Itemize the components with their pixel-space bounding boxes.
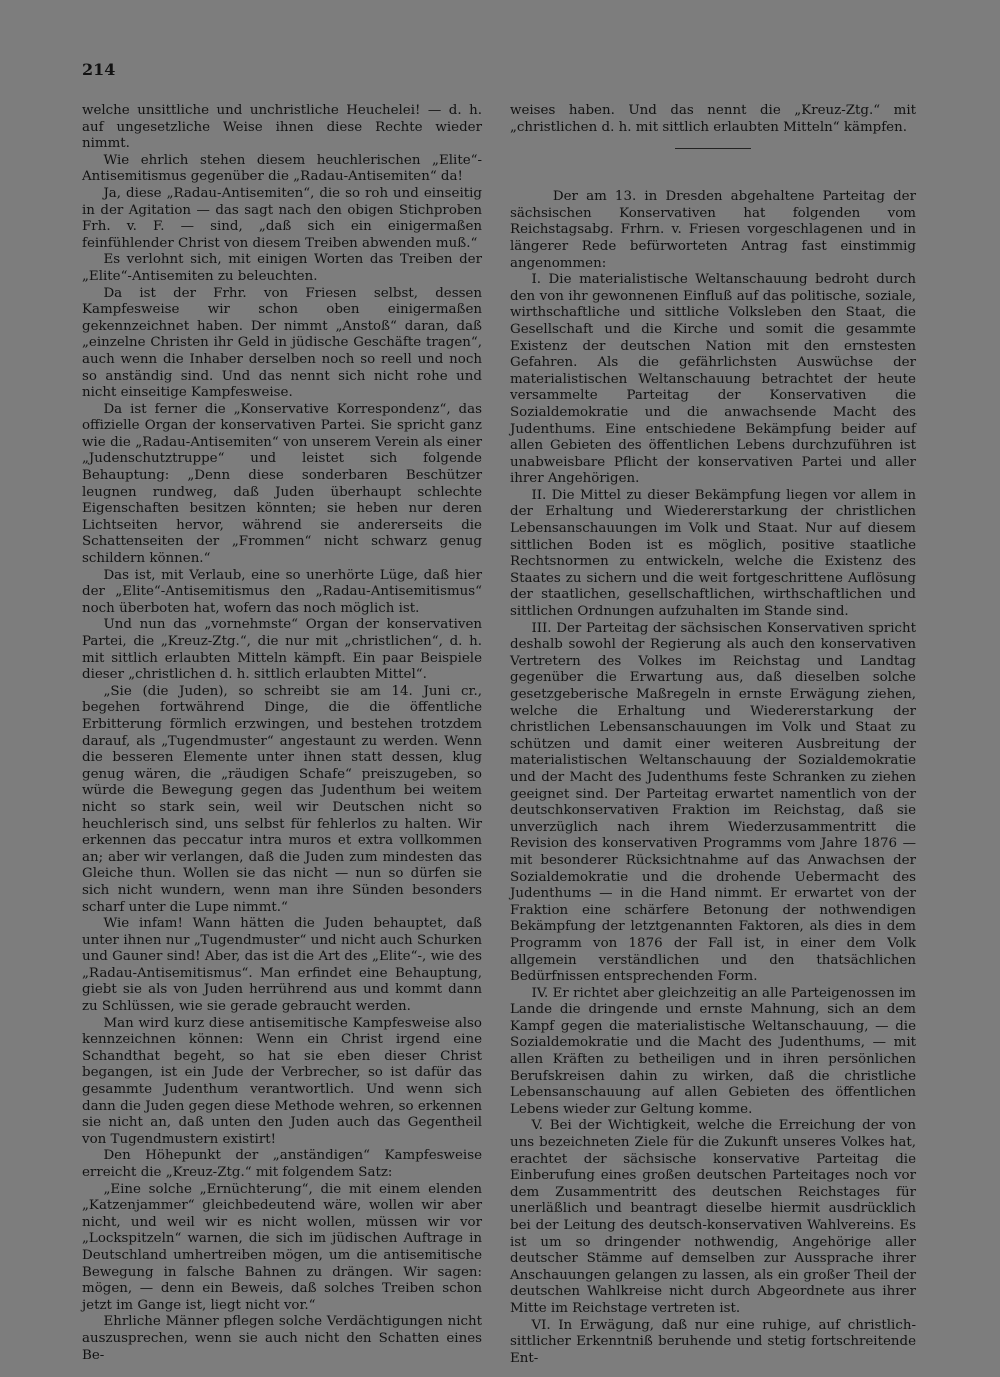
paragraph: VI. In Erwägung, daß nur eine ruhige, auf christlich-sittlicher Erkenntniß beruhende und stetig fortschreitende Ent- — [510, 1317, 916, 1366]
paragraph: Man wird kurz diese antisemitische Kampfesweise also kennzeichnen können: Wenn ein Christ irgend eine Schandthat begeht, so hat sie eben dieser Christ begangen, ist ein Jude der Verbrecher, so ist dafür das gesammte Judenthum verantwortlich. Und wenn sich dann die Juden gegen diese Methode wehren, so erkennen sie nicht an, daß unten den Juden auch das Gegentheil von Tugendmustern existirt! — [82, 1015, 482, 1147]
section-separator — [675, 148, 751, 149]
page-number: 214 — [82, 60, 116, 79]
paragraph: Und nun das „vornehmste“ Organ der konservativen Partei, die „Kreuz-Ztg.“, die nur mit „christlichen“, d. h. mit sittlich erlaubten Mitteln kämpft. Ein paar Beispiele dieser „christlichen d. h. sittlich erlaubten Mittel“. — [82, 617, 482, 683]
paragraph: Wie ehrlich stehen diesem heuchlerischen „Elite“-Antisemitismus gegenüber die „Radau-Antisemiten“ da! — [82, 152, 482, 185]
spacer — [510, 165, 916, 189]
paragraph: V. Bei der Wichtigkeit, welche die Erreichung der von uns bezeichneten Ziele für die Zukunft unseres Volkes hat, erachtet der sächsische konservative Parteitag die Einberufung eines großen deutschen Parteitages noch vor dem Zusammentritt des deutschen Reichstages für unerläßlich und beantragt dieselbe hiermit ausdrücklich bei der Leitung des deutsch-konservativen Wahlvereins. Es ist um so dringender nothwendig, Angehörige aller deutscher Stämme auf demselben zur Aussprache ihrer Anschauungen gelangen zu lassen, als ein großer Theil der deutschen Wahlkreise nicht durch Abgeordnete aus ihrer Mitte im Reichstage vertreten ist. — [510, 1118, 916, 1316]
paragraph: Ehrliche Männer pflegen solche Verdächtigungen nicht auszusprechen, wenn sie auch nicht den Schatten eines Be- — [82, 1314, 482, 1363]
paragraph: „Sie (die Juden), so schreibt sie am 14. Juni cr., begehen fortwährend Dinge, die die öffentliche Erbitterung förmlich erzwingen, und bestehen trotzdem darauf, als „Tugendmuster“ angestaunt zu werden. Wenn die besseren Elemente unter ihnen statt dessen, klug genug wären, die „räudigen Schafe“ preiszugeben, so würde die Bewegung gegen das Judenthum bei weitem nicht so stark sein, weil wir Deutschen nicht so heuchlerisch sind, uns selbst für fehlerlos zu halten. Wir erkennen das peccatur intra muros et extra vollkommen an; aber wir verlangen, daß die Juden zum mindesten das Gleiche thun. Wollen sie das nicht — nun so dürfen sie sich nicht wundern, wenn man ihre Sünden besonders scharf unter die Lupe nimmt.“ — [82, 683, 482, 915]
paragraph: II. Die Mittel zu dieser Bekämpfung liegen vor allem in der Erhaltung und Wiedererstarkung der christlichen Lebensanschauungen im Volk und Staat. Nur auf diesem sittlichen Boden ist es möglich, positive staatliche Rechtsnormen zu entwickeln, welche die Existenz des Staates zu sichern und die weit fortgeschrittene Auflösung der staatlichen, gesellschaftlichen, wirthschaftlichen und sittlichen Ordnungen aufzuhalten im Stande sind. — [510, 487, 916, 620]
paragraph: Der am 13. in Dresden abgehaltene Parteitag der sächsischen Konservativen hat folgenden vom Reichstagsabg. Frhrn. v. Friesen vorgeschlagenen und in längerer Rede befürworteten Antrag fast einstimmig angenommen: — [510, 189, 916, 271]
paragraph: I. Die materialistische Weltanschauung bedroht durch den von ihr gewonnenen Einfluß auf das politische, soziale, wirthschaftliche und sittliche Volksleben den Staat, die Gesellschaft und die Kirche und somit die gesammte Existenz der deutschen Nation mit den ernstesten Gefahren. Als die gefährlichsten Auswüchse der materialistischen Weltanschauung betrachtet der heute versammelte Parteitag der Konservativen die Sozialdemokratie und die anwachsende Macht des Judenthums. Eine entschiedene Bekämpfung beider auf allen Gebieten des öffentlichen Lebens durchzuführen ist unabweisbare Pflicht der konservativen Partei und aller ihrer Angehörigen. — [510, 272, 916, 487]
paragraph: weises haben. Und das nennt die „Kreuz-Ztg.“ mit „christlichen d. h. mit sittlich erlaubten Mitteln“ kämpfen. — [510, 103, 916, 135]
paragraph: Den Höhepunkt der „anständigen“ Kampfesweise erreicht die „Kreuz-Ztg.“ mit folgendem Satz: — [82, 1148, 482, 1180]
paragraph: Das ist, mit Verlaub, eine so unerhörte Lüge, daß hier der „Elite“-Antisemitismus den „Radau-Antisemitismus“ noch überboten hat, wofern das noch möglich ist. — [82, 567, 482, 616]
paragraph: Da ist der Frhr. von Friesen selbst, dessen Kampfesweise wir schon oben einigermaßen gekennzeichnet haben. Der nimmt „Anstoß“ daran, daß „einzelne Christen ihr Geld in jüdische Geschäfte tragen“, auch wenn die Inhaber derselben noch so reell und noch so anständig sind. Und das nennt sich nicht rohe und nicht einseitige Kampfesweise. — [82, 285, 482, 401]
paragraph: III. Der Parteitag der sächsischen Konservativen spricht deshalb sowohl der Regierung als auch den konservativen Vertretern des Volkes im Reichstag und Landtag gegenüber die Erwartung aus, daß dieselben solche gesetzgeberische Maßregeln in ernste Erwägung ziehen, welche die Erhaltung und Wiedererstarkung der christlichen Lebensanschauungen im Volk und Staat zu schützen und damit einer weiteren Ausbreitung der materialistischen Weltanschauung der Sozialdemokratie und der Macht des Judenthums feste Schranken zu ziehen geeignet sind. Der Parteitag erwartet namentlich von der deutschkonservativen Fraktion im Reichstag, daß sie unverzüglich nach ihrem Wiederzusammentritt die Revision des konservativen Programms vom Jahre 1876 — mit besonderer Rücksichtnahme auf das Anwachsen der Sozialdemokratie und die drohende Uebermacht des Judenthums — in die Hand nimmt. Er erwartet von der Fraktion eine schärfere Betonung der nothwendigen Bekämpfung der letztgenannten Faktoren, als dies in dem Programm von 1876 der Fall ist, in einer dem Volk allgemein verständlichen und den thatsächlichen Bedürfnissen entsprechenden Form. — [510, 620, 916, 985]
paragraph: Ja, diese „Radau-Antisemiten“, die so roh und einseitig in der Agitation — das sagt nach den obigen Stichproben Frh. v. F. — sind, „daß sich ein einigermaßen feinfühlender Christ von diesem Treiben abwenden muß.“ — [82, 185, 482, 251]
paragraph: Da ist ferner die „Konservative Korrespondenz“, das offizielle Organ der konservativen Partei. Sie spricht ganz wie die „Radau-Antisemiten“ von unserem Verein als einer „Judenschutztruppe“ und leistet sich folgende Behauptung: „Denn diese sonderbaren Beschützer leugnen rundweg, daß Juden überhaupt schlechte Eigenschaften besitzen könnten; sie heben nur deren Lichtseiten hervor, während sie andererseits die Schattenseiten der „Frommen“ nicht schwarz genug schildern können.“ — [82, 401, 482, 567]
paragraph: „Eine solche „Ernüchterung“, die mit einem elenden „Katzenjammer“ gleichbedeutend wäre, wollen wir aber nicht, und weil wir es nicht wollen, müssen wir vor „Lockspitzeln“ warnen, die sich im jüdischen Auftrage in Deutschland umhertreiben mögen, um die antisemitische Bewegung in falsche Bahnen zu drängen. Wir sagen: mögen, — denn ein Beweis, daß solches Treiben schon jetzt im Gange ist, liegt nicht vor.“ — [82, 1181, 482, 1313]
right-column-body — [510, 189, 916, 1367]
paragraph: welche unsittliche und unchristliche Heuchelei! — d. h. auf ungesetzliche Weise ihnen diese Rechte wieder nimmt. — [82, 103, 482, 152]
paragraph: Es verlohnt sich, mit einigen Worten das Treiben der „Elite“-Antisemiten zu beleuchten. — [82, 252, 482, 284]
left-column — [82, 103, 482, 1364]
right-column — [510, 103, 916, 1367]
paragraph: IV. Er richtet aber gleichzeitig an alle Parteigenossen im Lande die dringende und ernste Mahnung, sich an dem Kampf gegen die materialistische Weltanschauung, — die Sozialdemokratie und die Macht des Judenthums, — mit allen Kräften zu betheiligen und in ihren persönlichen Berufskreisen dahin zu wirken, daß die christliche Lebensanschauung auf allen Gebieten des öffentlichen Lebens wieder zur Geltung komme. — [510, 985, 916, 1117]
paragraph: Wie infam! Wann hätten die Juden behauptet, daß unter ihnen nur „Tugendmuster“ und nicht auch Schurken und Gauner sind! Aber, das ist die Art des „Elite“-, wie des „Radau-Antisemitismus“. Man erfindet eine Behauptung, giebt sie als von Juden herrührend aus und kommt dann zu Schlüssen, wie sie gerade gebraucht werden. — [82, 916, 482, 1015]
